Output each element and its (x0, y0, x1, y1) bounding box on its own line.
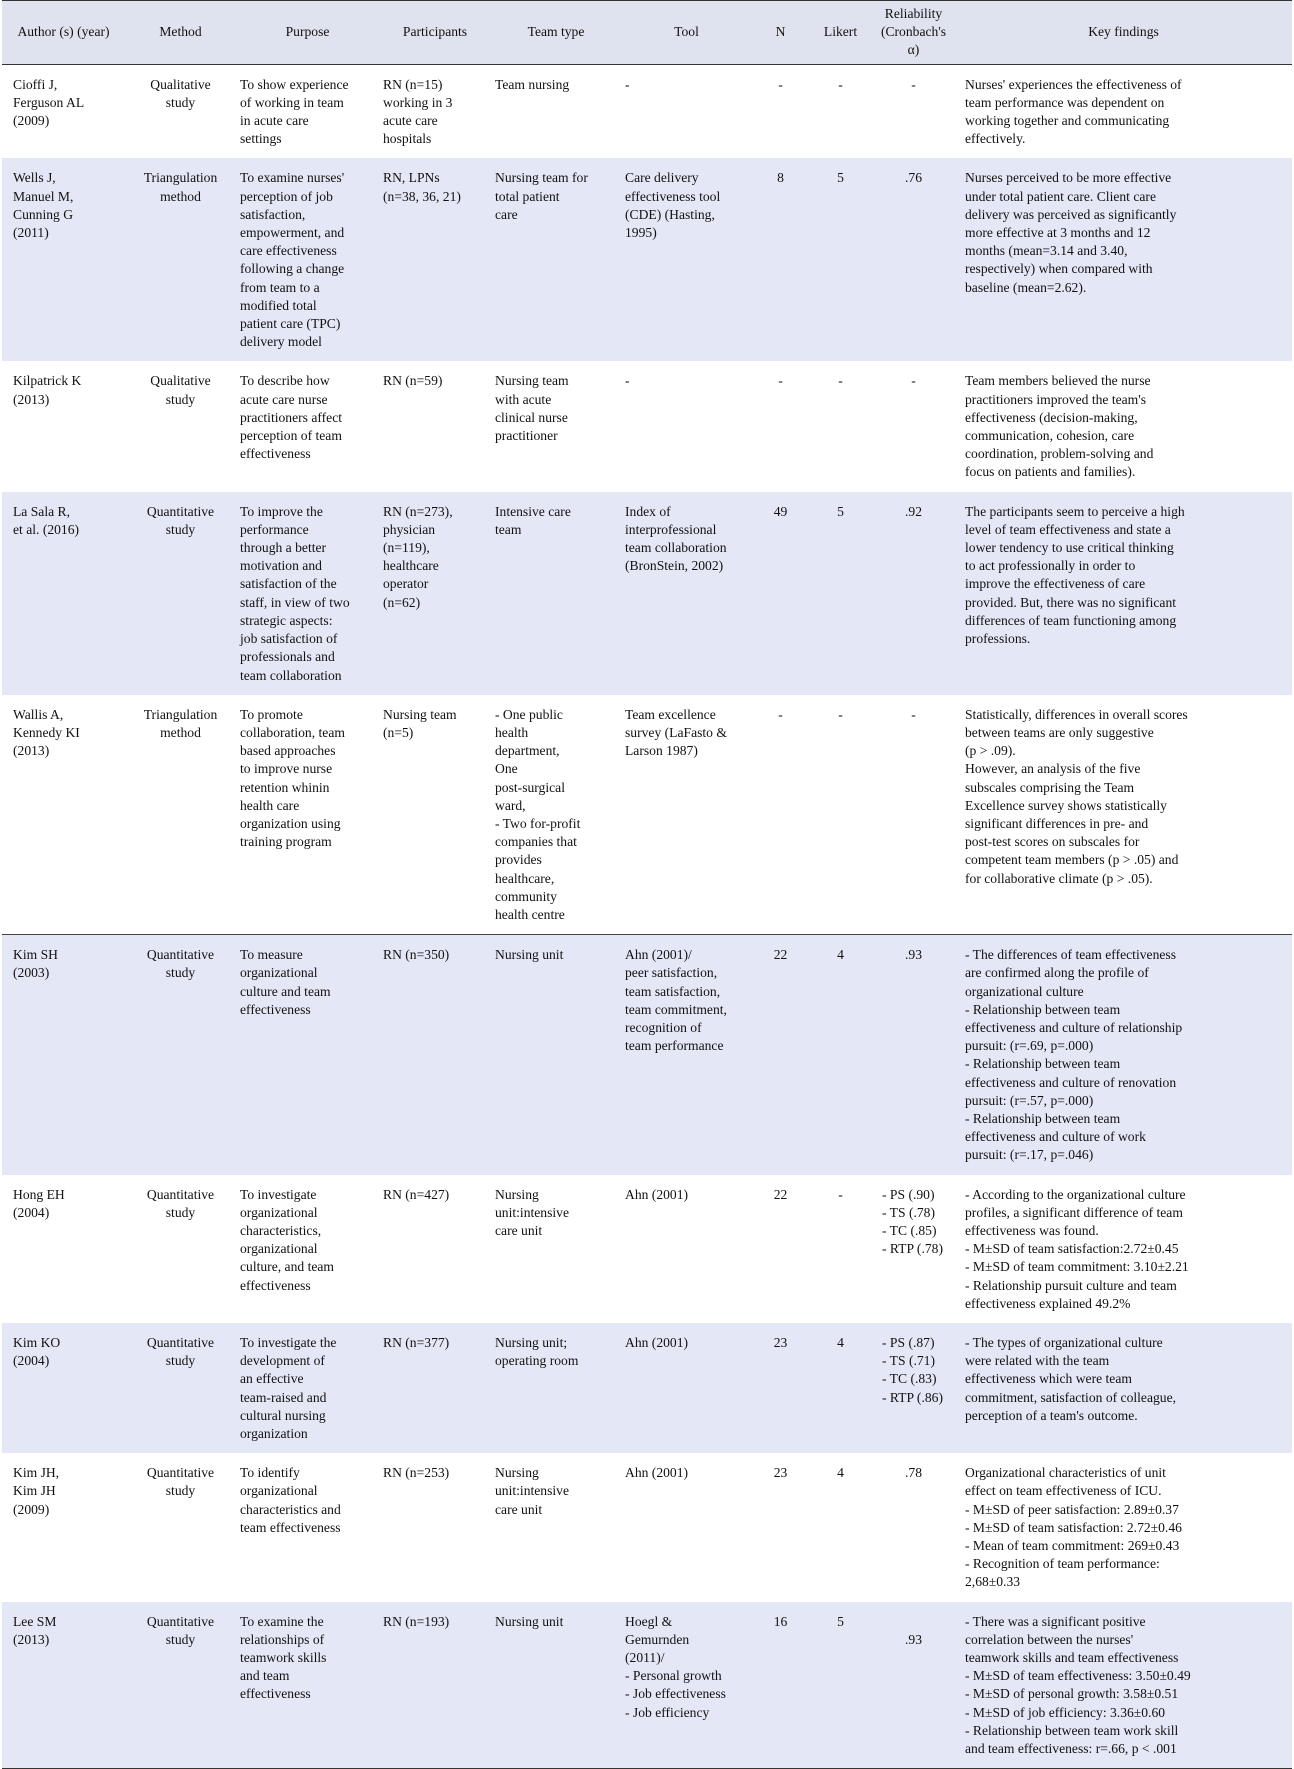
findings-list (965, 1334, 1288, 1425)
finding-item: - Relationship between team effectiveness and culture of renovation pursuit: (r=.57, p=.000) (965, 1056, 1177, 1108)
finding-item: - The types of organizational culture were related with the team effectiveness which were team commitment, satisfaction of colleague, perception of a team's outcome. (965, 1335, 1177, 1423)
cell-team-type: Nursing team with acute clinical nurse practitioner (495, 373, 569, 444)
cell-likert: - (838, 1186, 843, 1202)
cell-key-findings (955, 361, 1292, 491)
table-row (2, 492, 1292, 695)
finding-item: Organizational characteristics of unit effect on team effectiveness of ICU. (965, 1465, 1166, 1499)
header-author: Author (s) (year) (2, 1, 125, 65)
header-row (2, 1, 1292, 65)
cell-team-type: Team nursing (495, 76, 570, 92)
cell-purpose: To investigate organizational characteristics, organizational culture, and team effectiveness (240, 1186, 334, 1293)
cell-likert: - (838, 706, 843, 722)
cell-author: Kim SH (2003) (2, 935, 125, 1175)
cell-author: Kilpatrick K (2013) (13, 373, 82, 407)
cell-tool: Hoegl & Gemurnden (2011)/ - Personal growth - Job effectiveness - Job efficiency (621, 1602, 752, 1769)
cell-tool: Ahn (2001) (621, 1323, 752, 1453)
cell-team-type: - One public health department, One post-surgical ward, - Two for-profit companies that provides healthcare, community health centre (495, 706, 581, 922)
cell-author: Hong EH (2004) (13, 1186, 65, 1220)
cell-n: - (778, 76, 783, 92)
cell-method: Triangulation method (125, 158, 236, 361)
finding-item: Statistically, differences in overall scores between teams are only suggestive (p > .09). (965, 706, 1188, 759)
cell-team-type: Nursing team for total patient care (491, 158, 621, 361)
cell-method: Triangulation method (143, 706, 218, 740)
cell-method: Quantitative study (125, 1602, 236, 1769)
cell-method: Quantitative study (146, 1465, 215, 1499)
findings-list (965, 1464, 1288, 1591)
finding-item: - M±SD of team commitment: 3.10±2.21 (965, 1259, 1189, 1275)
table-row (2, 1453, 1292, 1601)
cell-tool: Team excellence survey (LaFasto & Larson 1987) (625, 706, 727, 759)
cell-n: - (778, 373, 783, 389)
findings-list (965, 372, 1288, 481)
cell-participants: Nursing team (n=5) (383, 706, 457, 740)
finding-item: The participants seem to perceive a high level of team effectiveness and state a lower tendency to use critical thinking to act professionally in order to improve the effectiveness of care provided. But, there was no significant differences of team functioning among professions. (965, 503, 1185, 647)
cell-participants: RN (n=350) (379, 935, 491, 1175)
cell-tool: - (625, 373, 630, 389)
finding-item: - Relationship between team effectiveness and culture of work pursuit: (r=.17, p=.046) (965, 1110, 1146, 1163)
cell-purpose: To examine nurses' perception of job satisfaction, empowerment, and care effectiveness following a change from team to a modified total patient care (TPC) delivery model (236, 158, 379, 361)
cell-author: Wells J, Manuel M, Cunning G (2011) (2, 158, 125, 361)
cell-key-findings (955, 695, 1292, 935)
finding-item: - Relationship pursuit culture and team effectiveness explained 49.2% (965, 1277, 1177, 1311)
cell-team-type: Nursing unit (491, 935, 621, 1175)
cell-participants: RN (n=427) (383, 1186, 450, 1202)
cell-reliability: .93 (872, 1602, 955, 1769)
cell-likert: 4 (837, 1465, 844, 1481)
cell-author: Lee SM (2013) (2, 1602, 125, 1769)
header-reliability: Reliability (Cronbach's α) (872, 1, 955, 65)
cell-likert: 5 (809, 1602, 872, 1769)
cell-method: Quantitative study (125, 492, 236, 695)
cell-n: 23 (773, 1465, 788, 1481)
cell-participants: RN (n=193) (379, 1602, 491, 1769)
cell-reliability: - PS (.87) - TS (.71) - TC (.83) - RTP (.86) (872, 1323, 955, 1453)
cell-participants: RN (n=377) (379, 1323, 491, 1453)
header-method: Method (125, 1, 236, 65)
cell-team-type: Nursing unit; operating room (491, 1323, 621, 1453)
cell-n: 22 (752, 935, 809, 1175)
finding-item: - Recognition of team performance: 2,68±0.33 (965, 1556, 1160, 1590)
cell-method: Qualitative study (150, 76, 211, 110)
cell-purpose: To describe how acute care nurse practitioners affect perception of team effectiveness (240, 373, 343, 462)
finding-item: - There was a significant positive correlation between the nurses' teamwork skills and team effectiveness (965, 1613, 1179, 1666)
cell-method: Quantitative study (125, 935, 236, 1175)
header-participants: Participants (379, 1, 491, 65)
table-row (2, 361, 1292, 491)
cell-tool: Index of interprofessional team collaboration (BronStein, 2002) (621, 492, 752, 695)
findings-list (965, 1186, 1288, 1313)
cell-participants: RN (n=273), physician (n=119), healthcare operator (n=62) (379, 492, 491, 695)
finding-item: - Relationship between team effectiveness and culture of relationship pursuit: (r=.69, p=.000) (965, 1001, 1183, 1054)
cell-reliability: - (911, 706, 916, 722)
finding-item: - M±SD of job efficiency: 3.36±0.60 (965, 1704, 1166, 1720)
findings-list (965, 706, 1288, 888)
cell-reliability: - PS (.90) - TS (.78) - TC (.85) - RTP (.78) (882, 1186, 943, 1257)
cell-purpose: To promote collaboration, team based approaches to improve nurse retention whinin health care organization using training program (240, 706, 345, 850)
table-row (2, 1175, 1292, 1323)
cell-method: Qualitative study (150, 373, 211, 407)
cell-n: 22 (773, 1186, 788, 1202)
cell-reliability: - (911, 373, 916, 389)
cell-likert: - (838, 373, 843, 389)
cell-tool: Ahn (2001)/ peer satisfaction, team satisfaction, team commitment, recognition of team performance (621, 935, 752, 1175)
cell-n: 23 (752, 1323, 809, 1453)
table-row (2, 64, 1292, 158)
cell-author: La Sala R, et al. (2016) (2, 492, 125, 695)
table-row (2, 695, 1292, 935)
cell-key-findings (955, 64, 1292, 158)
cell-method: Quantitative study (146, 1186, 215, 1220)
finding-item: - Relationship between team work skill and team effectiveness: r=.66, p < .001 (965, 1722, 1179, 1757)
header-purpose: Purpose (236, 1, 379, 65)
cell-likert: - (838, 76, 843, 92)
findings-list (965, 1613, 1288, 1759)
cell-author: Cioffi J, Ferguson AL (2009) (13, 76, 85, 129)
cell-likert: 5 (809, 492, 872, 695)
cell-reliability: .93 (872, 935, 955, 1175)
cell-purpose: To measure organizational culture and team effectiveness (236, 935, 379, 1175)
cell-participants: RN, LPNs (n=38, 36, 21) (379, 158, 491, 361)
cell-likert: 5 (809, 158, 872, 361)
finding-item: - M±SD of personal growth: 3.58±0.51 (965, 1686, 1179, 1702)
literature-review-table (2, 0, 1292, 1769)
finding-item: - The differences of team effectiveness are confirmed along the profile of organizational culture (965, 947, 1176, 999)
cell-method: Quantitative study (125, 1323, 236, 1453)
header-team-type: Team type (491, 1, 621, 65)
cell-tool: Ahn (2001) (625, 1465, 689, 1481)
cell-participants: RN (n=15) working in 3 acute care hospitals (383, 76, 453, 147)
table-row (2, 935, 1292, 1175)
cell-purpose: To identify organizational characteristics and team effectiveness (240, 1465, 341, 1535)
table-row (2, 1602, 1292, 1769)
cell-participants: RN (n=253) (383, 1465, 450, 1481)
cell-team-type: Nursing unit (491, 1602, 621, 1769)
header-likert: Likert (809, 1, 872, 65)
cell-key-findings (955, 492, 1292, 695)
header-key-findings: Key findings (955, 1, 1292, 65)
finding-item: Nurses perceived to be more effective under total patient care. Client care delivery was perceived as significantly more effective at 3 months and 12 months (mean=3.14 and 3.40, respectively) when compared with baseline (mean=2.62). (965, 170, 1177, 295)
cell-team-type: Nursing unit:intensive care unit (495, 1186, 570, 1238)
finding-item: However, an analysis of the five subscales comprising the Team Excellence survey shows statistically significant differences in pre- and post-test scores on subscales for competent team members (p > .05) and for collaborative climate (p > .05). (965, 761, 1179, 886)
table-row (2, 158, 1292, 361)
cell-key-findings (955, 1175, 1292, 1323)
cell-reliability: .78 (905, 1465, 922, 1481)
finding-item: - According to the organizational culture profiles, a significant difference of team effectiveness was found. (965, 1186, 1186, 1238)
cell-key-findings (955, 1453, 1292, 1601)
cell-likert: 4 (809, 935, 872, 1175)
findings-list (965, 503, 1288, 649)
cell-key-findings (955, 1602, 1292, 1769)
cell-purpose: To show experience of working in team in acute care settings (240, 76, 349, 147)
finding-item: Team members believed the nurse practitioners improved the team's effectiveness (decision-making, communication, cohesion, care coordination, problem-solving and focus on patients and families). (965, 373, 1154, 480)
cell-purpose: To improve the performance through a better motivation and satisfaction of the staff, in view of two strategic aspects: job satisfaction of professionals and team collaboration (236, 492, 379, 695)
cell-participants: RN (n=59) (383, 373, 443, 389)
cell-key-findings (955, 935, 1292, 1175)
finding-item: - Mean of team commitment: 269±0.43 (965, 1538, 1180, 1554)
cell-tool: - (625, 76, 630, 92)
cell-tool: Care delivery effectiveness tool (CDE) (Hasting, 1995) (621, 158, 752, 361)
finding-item: - M±SD of team effectiveness: 3.50±0.49 (965, 1668, 1191, 1684)
cell-key-findings (955, 1323, 1292, 1453)
cell-reliability: .92 (872, 492, 955, 695)
cell-n: 8 (752, 158, 809, 361)
table-body (2, 64, 1292, 1769)
finding-item: - M±SD of team satisfaction: 2.72±0.46 (965, 1519, 1182, 1535)
cell-purpose: To investigate the development of an effective team-raised and cultural nursing organization (236, 1323, 379, 1453)
findings-list (965, 169, 1288, 296)
finding-item: - M±SD of peer satisfaction: 2.89±0.37 (965, 1501, 1179, 1517)
header-tool: Tool (621, 1, 752, 65)
cell-author: Kim JH, Kim JH (2009) (13, 1465, 60, 1517)
findings-list (965, 946, 1288, 1164)
cell-n: 16 (752, 1602, 809, 1769)
cell-team-type: Nursing unit:intensive care unit (495, 1465, 570, 1517)
cell-n: 49 (752, 492, 809, 695)
findings-list (965, 76, 1288, 149)
cell-n: - (778, 706, 783, 722)
header-n: N (752, 1, 809, 65)
cell-reliability: .76 (872, 158, 955, 361)
table-row (2, 1323, 1292, 1453)
cell-team-type: Intensive care team (491, 492, 621, 695)
cell-purpose: To examine the relationships of teamwork skills and team effectiveness (236, 1602, 379, 1769)
cell-tool: Ahn (2001) (625, 1186, 689, 1202)
cell-author: Kim KO (2004) (2, 1323, 125, 1453)
cell-author: Wallis A, Kennedy KI (2013) (13, 706, 80, 759)
finding-item: - M±SD of team satisfaction:2.72±0.45 (965, 1241, 1179, 1257)
cell-reliability: - (911, 76, 916, 92)
cell-likert: 4 (809, 1323, 872, 1453)
cell-key-findings (955, 158, 1292, 361)
finding-item: Nurses' experiences the effectiveness of team performance was dependent on working together and communicating effectively. (965, 76, 1182, 147)
